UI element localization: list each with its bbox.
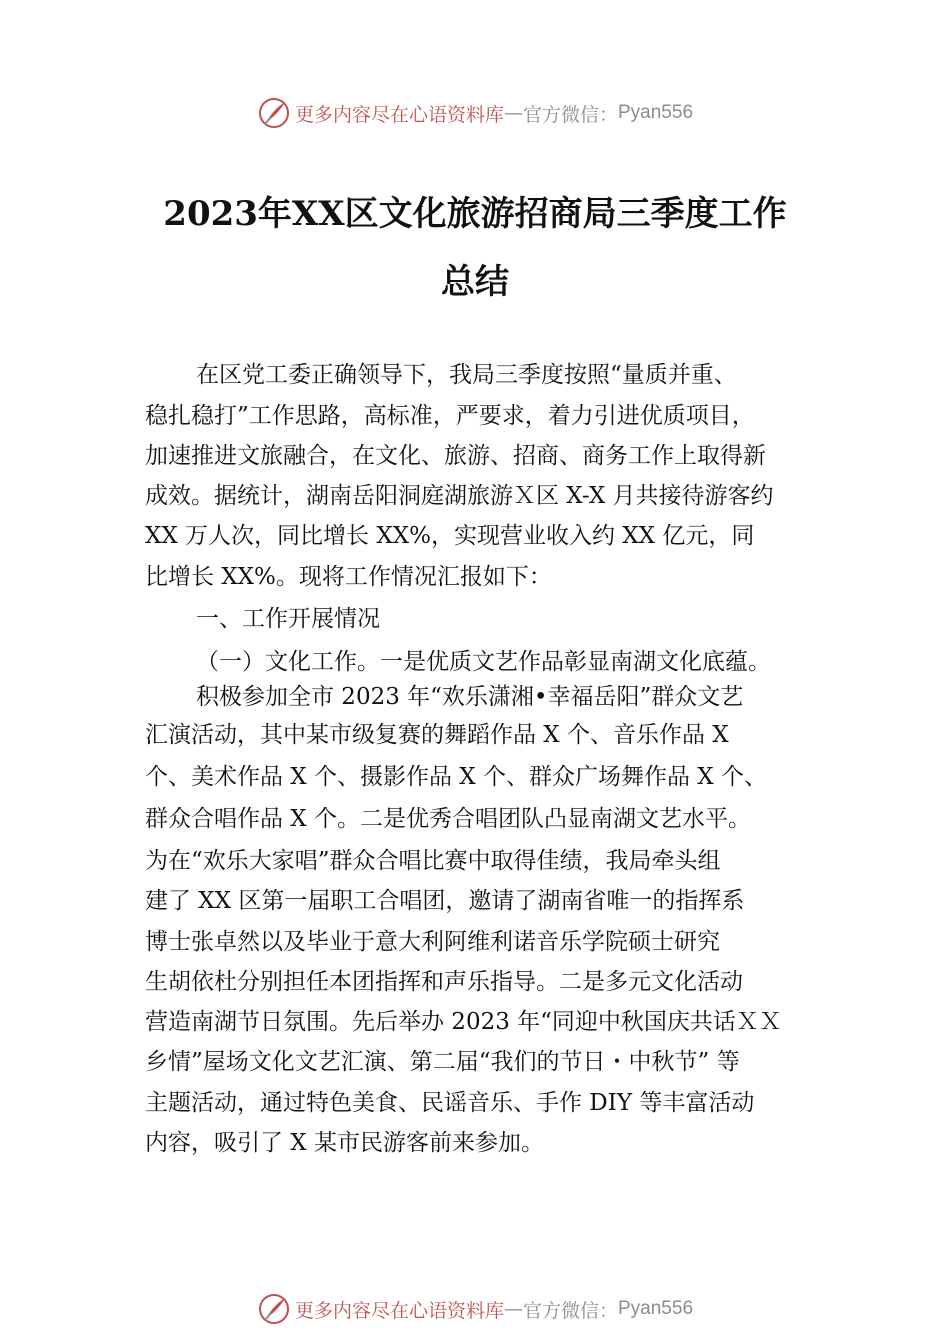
watermark-wechat-id: Pyan556 — [618, 1298, 694, 1319]
section-heading: 一、工作开展情况 — [196, 606, 380, 632]
watermark-main-text: 更多内容尽在心语资料库 — [294, 103, 504, 126]
body-line: XX 万人次，同比增长 XX%，实现营业收入约 XX 亿元，同 — [145, 523, 755, 549]
body-line: 内容，吸引了 X 某市民游客前来参加。 — [145, 1130, 544, 1156]
watermark-footer — [0, 1292, 950, 1326]
feather-pen-logo-icon — [257, 1292, 291, 1326]
watermark-label: 官方微信： — [522, 1299, 618, 1322]
body-line: 博士张卓然以及毕业于意大利阿维利诺音乐学院硕士研究 — [145, 929, 720, 955]
body-line: 稳扎稳打”工作思路，高标准，严要求，着力引进优质项目， — [145, 403, 755, 429]
body-line: 比增长 XX%。现将工作情况汇报如下： — [145, 564, 552, 590]
body-line: （一）文化工作。一是优质文艺作品彰显南湖文化底蕴。 — [196, 649, 771, 675]
body-line: 群众合唱作品 X 个。二是优秀合唱团队凸显南湖文艺水平。 — [145, 806, 751, 832]
watermark-dash: — — [503, 1298, 523, 1320]
body-line: 生胡依杜分别担任本团指挥和声乐指导。二是多元文化活动 — [145, 969, 743, 995]
watermark-header — [0, 96, 950, 130]
body-line: 在区党工委正确领导下，我局三季度按照“量质并重、 — [196, 362, 737, 388]
body-line: 个、美术作品 X 个、摄影作品 X 个、群众广场舞作品 X 个、 — [145, 764, 767, 790]
body-line: 成效。据统计，湖南岳阳洞庭湖旅游Ｘ区 X-X 月共接待游客约 — [145, 483, 774, 509]
feather-pen-logo-icon — [257, 96, 291, 130]
body-line: 加速推进文旅融合，在文化、旅游、招商、商务工作上取得新 — [145, 443, 766, 469]
body-line: 为在“欢乐大家唱”群众合唱比赛中取得佳绩，我局牵头组 — [145, 848, 721, 874]
body-line: 主题活动，通过特色美食、民谣音乐、手作 DIY 等丰富活动 — [145, 1090, 755, 1116]
body-line: 营造南湖节日氛围。先后举办 2023 年“同迎中秋国庆共话ＸＸ — [145, 1009, 782, 1035]
watermark-main-text: 更多内容尽在心语资料库 — [294, 1299, 504, 1322]
body-line: 积极参加全市 2023 年“欢乐潇湘•幸福岳阳”群众文艺 — [196, 684, 744, 710]
document-title-line-1: 2023年XX区文化旅游招商局三季度工作 — [163, 194, 787, 234]
watermark-wechat-id: Pyan556 — [618, 102, 694, 123]
document-title-line-2: 总结 — [441, 262, 509, 302]
body-line: 建了 XX 区第一届职工合唱团，邀请了湖南省唯一的指挥系 — [145, 888, 745, 914]
watermark-label: 官方微信： — [522, 103, 618, 126]
body-line: 乡情”屋场文化文艺汇演、第二届“我们的节日・中秋节” 等 — [145, 1049, 740, 1075]
body-line: 汇演活动，其中某市级复赛的舞蹈作品 X 个、音乐作品 X — [145, 722, 729, 748]
watermark-dash: — — [503, 102, 523, 124]
